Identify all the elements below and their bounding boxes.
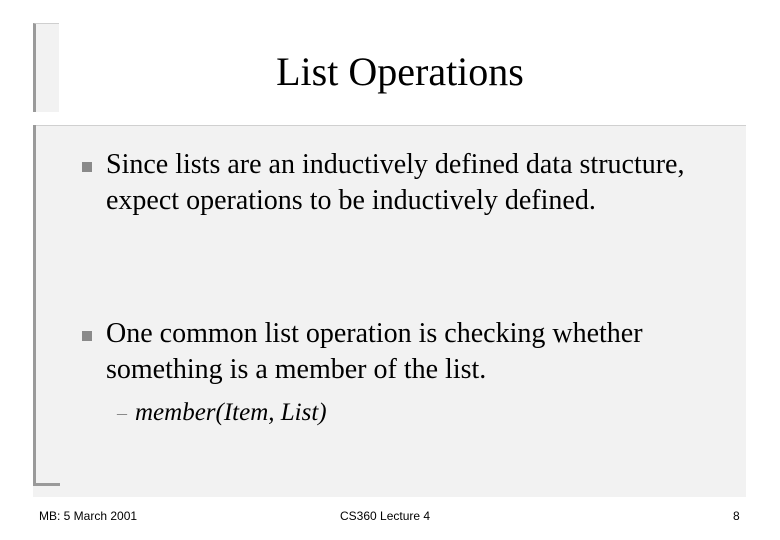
body-panel-bottom-border xyxy=(33,483,60,486)
body-panel-left-border xyxy=(33,125,59,485)
bullet-text: One common list operation is checking whether something is a member of the list. xyxy=(106,318,643,385)
footer-course: CS360 Lecture 4 xyxy=(340,509,431,523)
bullet-item xyxy=(82,316,722,388)
sub-bullet-text: member(Item, List) xyxy=(135,399,327,426)
dash-bullet-icon: – xyxy=(117,402,127,424)
sub-bullet-item xyxy=(117,397,327,429)
square-bullet-icon xyxy=(82,162,92,172)
square-bullet-icon xyxy=(82,331,92,341)
title-frame-decoration xyxy=(33,23,59,112)
slide-title: List Operations xyxy=(276,49,524,94)
bullet-item xyxy=(82,147,722,219)
bullet-text: Since lists are an inductively defined data structure, expect operations to be inductively defined. xyxy=(106,149,685,216)
footer-date: MB: 5 March 2001 xyxy=(39,509,138,523)
footer-page-number: 8 xyxy=(733,509,740,523)
